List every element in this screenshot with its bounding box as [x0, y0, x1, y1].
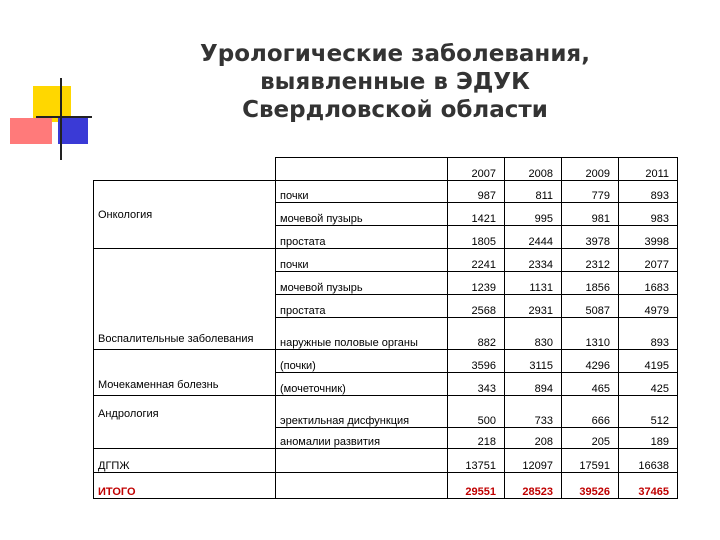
total-cell: 39526 — [562, 473, 619, 499]
table-cell: 882 — [448, 318, 505, 350]
statistics-table — [93, 157, 678, 499]
table-cell: 779 — [562, 181, 619, 203]
table-row — [94, 181, 678, 203]
header-row — [94, 158, 678, 181]
row-label — [276, 449, 448, 473]
table-cell: 4296 — [562, 350, 619, 373]
total-cell: 37465 — [619, 473, 678, 499]
table-cell: 893 — [619, 181, 678, 203]
table-cell: 2312 — [562, 249, 619, 272]
table-row — [94, 396, 678, 428]
row-label: (почки) — [276, 350, 448, 373]
row-label: простата — [276, 226, 448, 249]
table-cell: 3115 — [505, 350, 562, 373]
table-cell: 1856 — [562, 272, 619, 295]
table-cell: 17591 — [562, 449, 619, 473]
table-cell: 2568 — [448, 295, 505, 318]
table-cell: 425 — [619, 373, 678, 396]
table-cell: 1805 — [448, 226, 505, 249]
table-cell: 666 — [562, 396, 619, 428]
row-label: мочевой пузырь — [276, 203, 448, 226]
table-cell: 987 — [448, 181, 505, 203]
group-label-oncology: Онкология — [94, 181, 276, 249]
table-cell: 3998 — [619, 226, 678, 249]
table-cell: 13751 — [448, 449, 505, 473]
title-line-1: Урологические заболевания, — [200, 41, 590, 67]
table-cell: 2444 — [505, 226, 562, 249]
table-cell: 4979 — [619, 295, 678, 318]
table-cell: 1239 — [448, 272, 505, 295]
decor-red-square — [10, 118, 52, 144]
title-line-2: выявленные в ЭДУК — [260, 69, 530, 95]
table-cell: 1421 — [448, 203, 505, 226]
row-label: мочевой пузырь — [276, 272, 448, 295]
decor-blue-square — [58, 118, 88, 144]
table-cell: 3596 — [448, 350, 505, 373]
table-cell: 2241 — [448, 249, 505, 272]
group-label-andrology: Андрология — [94, 396, 276, 449]
group-label-urolithiasis: Мочекаменная болезнь — [94, 350, 276, 396]
table-cell: 830 — [505, 318, 562, 350]
table-cell: 189 — [619, 428, 678, 449]
row-label: почки — [276, 181, 448, 203]
table-cell: 1310 — [562, 318, 619, 350]
table-cell: 893 — [619, 318, 678, 350]
row-label: почки — [276, 249, 448, 272]
table-cell: 343 — [448, 373, 505, 396]
total-row — [94, 473, 678, 499]
total-cell: 28523 — [505, 473, 562, 499]
group-label-bph: ДГПЖ — [94, 449, 276, 473]
table-cell: 1683 — [619, 272, 678, 295]
row-label: (мочеточник) — [276, 373, 448, 396]
row-label — [276, 473, 448, 499]
title-line-3: Свердловской области — [242, 97, 548, 123]
table-cell: 811 — [505, 181, 562, 203]
table-cell: 2334 — [505, 249, 562, 272]
row-label: наружные половые органы — [276, 318, 448, 350]
row-label: аномалии развития — [276, 428, 448, 449]
year-header: 2009 — [562, 158, 619, 181]
table-cell: 465 — [562, 373, 619, 396]
table-cell: 16638 — [619, 449, 678, 473]
table-row — [94, 350, 678, 373]
table-cell: 2931 — [505, 295, 562, 318]
year-header: 2008 — [505, 158, 562, 181]
table-cell: 208 — [505, 428, 562, 449]
table-cell: 218 — [448, 428, 505, 449]
table-cell: 4195 — [619, 350, 678, 373]
group-label-total: ИТОГО — [94, 473, 276, 499]
total-cell: 29551 — [448, 473, 505, 499]
year-header: 2007 — [448, 158, 505, 181]
table-cell: 205 — [562, 428, 619, 449]
table-cell: 3978 — [562, 226, 619, 249]
table-cell: 995 — [505, 203, 562, 226]
table-cell: 1131 — [505, 272, 562, 295]
table-cell: 5087 — [562, 295, 619, 318]
group-label-inflammatory: Воспалительные заболевания — [94, 249, 276, 350]
table-cell: 12097 — [505, 449, 562, 473]
table-cell: 2077 — [619, 249, 678, 272]
table-row — [94, 449, 678, 473]
decor-horizontal-line — [36, 116, 92, 118]
table-cell: 981 — [562, 203, 619, 226]
table-cell: 733 — [505, 396, 562, 428]
year-header: 2011 — [619, 158, 678, 181]
page-title — [180, 40, 610, 124]
table-cell: 894 — [505, 373, 562, 396]
table-cell: 512 — [619, 396, 678, 428]
row-label: эректильная дисфункция — [276, 396, 448, 428]
table-row — [94, 249, 678, 272]
decor-vertical-line — [60, 78, 62, 160]
table-cell: 983 — [619, 203, 678, 226]
row-label: простата — [276, 295, 448, 318]
table-cell: 500 — [448, 396, 505, 428]
